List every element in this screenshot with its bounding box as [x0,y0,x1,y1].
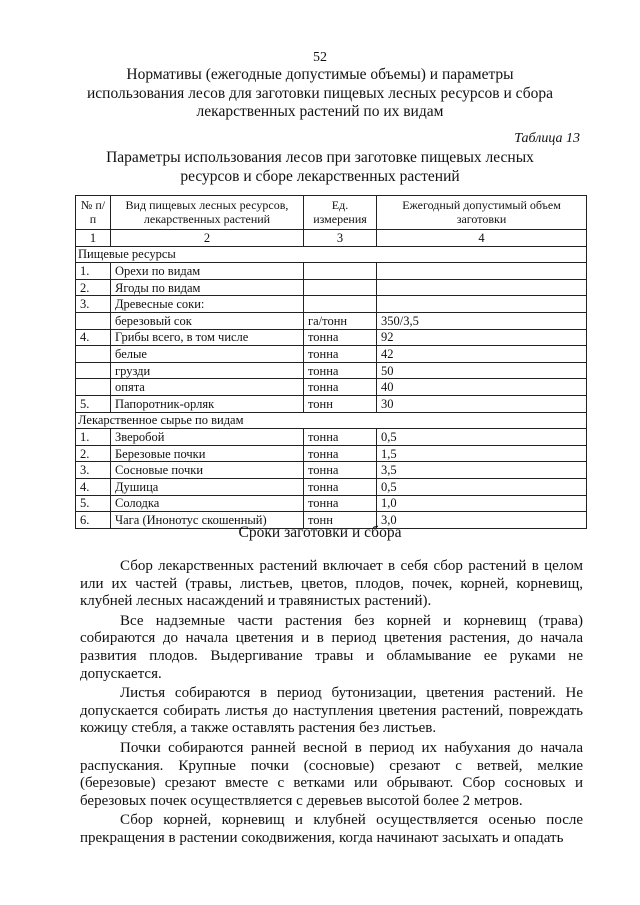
header-cell-resource: Вид пищевых лесных ресурсов, лекарственных растений [111,196,304,230]
row-number-cell: 1. [76,263,111,280]
table-row [76,296,587,313]
section-title-cell: Лекарственное сырье по видам [76,412,587,429]
table-row [76,329,587,346]
section-title-cell: Пищевые ресурсы [76,246,587,263]
section-row [76,246,587,263]
column-number-cell: 3 [304,230,377,247]
table-row [76,462,587,479]
row-number-cell: 2. [76,279,111,296]
page-number: 52 [313,50,327,65]
unit-cell [304,279,377,296]
volume-cell: 1,0 [377,495,587,512]
resource-name-cell: Сосновые почки [111,462,304,479]
unit-cell [304,263,377,280]
unit-cell: тонн [304,395,377,412]
unit-cell [304,296,377,313]
volume-cell [377,296,587,313]
resource-name-cell: Орехи по видам [111,263,304,280]
row-number-cell: 1. [76,429,111,446]
unit-cell: тонна [304,329,377,346]
resource-name-cell: Березовые почки [111,445,304,462]
resource-name-cell: грузди [111,362,304,379]
unit-cell: тонна [304,362,377,379]
table-row [76,429,587,446]
volume-cell [377,263,587,280]
table-row [76,346,587,363]
column-number-row [76,230,587,247]
table-row [76,279,587,296]
body-paragraph: Сбор лекарственных растений включает в себя сбор растений в целом или их частей (травы, листьев, цветов, плодов, почек, корней, корневищ, клубней лесных насаждений и травянистых растений). [80,558,583,610]
resource-name-cell: Чага (Инонотус скошенный) [111,512,304,529]
document-heading: Нормативы (ежегодные допустимые объемы) и параметры использования лесов для заготовки пищевых лесных ресурсов и сбора лекарственных растений по их видам [87,66,553,120]
row-number-cell: 4. [76,329,111,346]
table-row [76,379,587,396]
resource-name-cell: Зверобой [111,429,304,446]
row-number-cell: 5. [76,495,111,512]
column-number-cell: 1 [76,230,111,247]
row-number-cell: 3. [76,296,111,313]
body-paragraph: Листья собираются в период бутонизации, цветения растений. Не допускается собирать листья до наступления цветения растений, повреждать кожицу стебля, а также оставлять растения без листьев. [80,685,583,737]
table-row [76,445,587,462]
table-title: Параметры использования лесов при заготовке пищевых лесных ресурсов и сборе лекарственных растений [106,149,534,185]
volume-cell: 50 [377,362,587,379]
body-text [80,558,583,850]
resource-name-cell: белые [111,346,304,363]
row-number-cell [76,346,111,363]
row-number-cell: 4. [76,478,111,495]
unit-cell: тонна [304,478,377,495]
volume-cell [377,279,587,296]
volume-cell: 30 [377,395,587,412]
unit-cell: тонна [304,346,377,363]
volume-cell: 3,0 [377,512,587,529]
table-row [76,495,587,512]
table-row [76,395,587,412]
volume-cell: 0,5 [377,429,587,446]
resource-name-cell: Ягоды по видам [111,279,304,296]
table-row [76,478,587,495]
column-number-cell: 4 [377,230,587,247]
volume-cell: 1,5 [377,445,587,462]
unit-cell: тонна [304,495,377,512]
volume-cell: 350/3,5 [377,312,587,329]
unit-cell: тонна [304,445,377,462]
resource-name-cell: Солодка [111,495,304,512]
unit-cell: га/тонн [304,312,377,329]
volume-cell: 0,5 [377,478,587,495]
header-cell-number: № п/п [76,196,111,230]
row-number-cell: 6. [76,512,111,529]
column-number-cell: 2 [111,230,304,247]
unit-cell: тонна [304,429,377,446]
section-row [76,412,587,429]
table-row [76,362,587,379]
volume-cell: 40 [377,379,587,396]
volume-cell: 42 [377,346,587,363]
unit-cell: тонна [304,379,377,396]
table-row [76,263,587,280]
unit-cell: тонн [304,512,377,529]
header-cell-volume: Ежегодный допустимый объем заготовки [377,196,587,230]
body-paragraph: Почки собираются ранней весной в период их набухания до начала распускания. Крупные почки (сосновые) срезают с ветвей, мелкие (березовые) срезают вместе с ветками или обрывают. Сбор сосновых и березовых почек осуществляется с деревьев высотой более 2 метров. [80,739,583,809]
body-paragraph: Все надземные части растения без корней и корневищ (трава) собираются до начала цветения и в период цветения растения, до начала развития плодов. Выдергивание травы и обламывание ее руками не допускается. [80,612,583,682]
header-cell-unit: Ед. измерения [304,196,377,230]
table-label: Таблица 13 [514,131,580,146]
row-number-cell [76,362,111,379]
body-paragraph: Сбор корней, корневищ и клубней осуществляется осенью после прекращения в растении сокодвижения, когда начинают засыхать и опадать [80,812,583,846]
section-title: Сроки заготовки и сбора [238,524,402,541]
volume-cell: 92 [377,329,587,346]
resource-name-cell: Душица [111,478,304,495]
resource-name-cell: опята [111,379,304,396]
table-row [76,312,587,329]
resource-name-cell: березовый сок [111,312,304,329]
row-number-cell: 3. [76,462,111,479]
unit-cell: тонна [304,462,377,479]
resource-name-cell: Грибы всего, в том числе [111,329,304,346]
resource-name-cell: Древесные соки: [111,296,304,313]
resource-name-cell: Папоротник-орляк [111,395,304,412]
volume-cell: 3,5 [377,462,587,479]
row-number-cell [76,312,111,329]
row-number-cell: 5. [76,395,111,412]
table-header-row [76,196,587,230]
row-number-cell [76,379,111,396]
row-number-cell: 2. [76,445,111,462]
parameters-table [75,195,587,529]
